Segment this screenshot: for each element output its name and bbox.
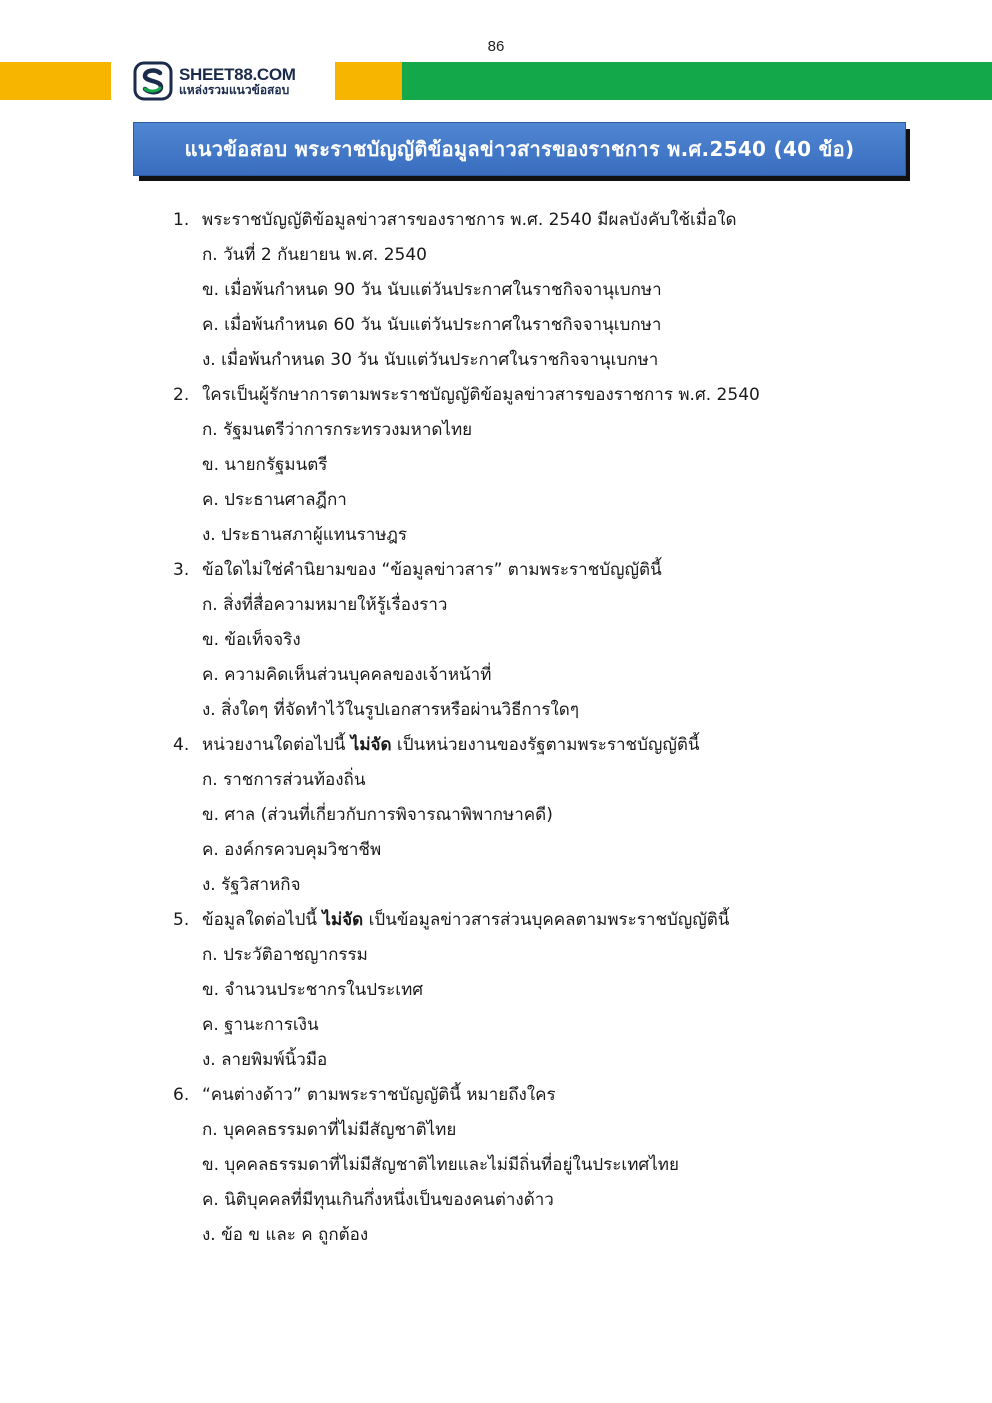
sheet88-logo-icon (133, 61, 173, 101)
question-stem (0, 903, 992, 938)
question-2 (0, 378, 992, 553)
answer-choice: ง. ข้อ ข และ ค ถูกต้อง (202, 1225, 369, 1245)
answer-choice: ง. เมื่อพ้นกำหนด 30 วัน นับแต่วันประกาศในราชกิจจานุเบกษา (202, 350, 659, 370)
question-emphasis: ไม่จัด (350, 735, 392, 755)
answer-choice: ข. ข้อเท็จจริง (202, 630, 301, 650)
question-text (202, 910, 729, 930)
answer-choice: ง. รัฐวิสาหกิจ (202, 875, 301, 895)
question-number: 4. (173, 735, 190, 755)
answer-choice: ง. ประธานสภาผู้แทนราษฎร (202, 525, 408, 545)
question-number: 1. (173, 210, 190, 230)
answer-choice: ง. สิ่งใดๆ ที่จัดทำไว้ในรูปเอกสารหรือผ่านวิธีการใดๆ (202, 700, 579, 720)
question-4 (0, 728, 992, 903)
answer-choice: ข. จำนวนประชากรในประเทศ (202, 980, 424, 1000)
question-text-part: เป็นหน่วยงานของรัฐตามพระราชบัญญัตินี้ (391, 735, 700, 755)
question-text-part: ข้อมูลใดต่อไปนี้ (202, 910, 323, 930)
brand-logo (133, 60, 333, 102)
answer-choice: ค. องค์กรควบคุมวิชาชีพ (202, 840, 382, 860)
answer-choice: ก. วันที่ 2 กันยายน พ.ศ. 2540 (202, 245, 427, 265)
answer-choice: ก. ประวัติอาชญากรรม (202, 945, 368, 965)
answer-choice: ค. นิติบุคคลที่มีทุนเกินกึ่งหนึ่งเป็นของคนต่างด้าว (202, 1190, 554, 1210)
question-1 (0, 203, 992, 378)
question-list (0, 203, 992, 1253)
question-number: 5. (173, 910, 190, 930)
question-text: ข้อใดไม่ใช่คำนิยามของ “ข้อมูลข่าวสาร” ตามพระราชบัญญัตินี้ (202, 560, 662, 580)
question-text-part: เป็นข้อมูลข่าวสารส่วนบุคคลตามพระราชบัญญัตินี้ (363, 910, 730, 930)
question-3 (0, 553, 992, 728)
question-stem (0, 1078, 992, 1113)
answer-choice: ก. บุคคลธรรมดาที่ไม่มีสัญชาติไทย (202, 1120, 457, 1140)
question-number: 3. (173, 560, 190, 580)
answer-choice: ง. ลายพิมพ์นิ้วมือ (202, 1050, 328, 1070)
page-number: 86 (487, 38, 505, 55)
brand-name: SHEET88.COM (179, 64, 296, 84)
answer-choice: ก. ราชการส่วนท้องถิ่น (202, 770, 366, 790)
question-stem (0, 203, 992, 238)
answer-choice: ค. ความคิดเห็นส่วนบุคคลของเจ้าหน้าที่ (202, 665, 492, 685)
question-number: 2. (173, 385, 190, 405)
question-5 (0, 903, 992, 1078)
answer-choice: ค. ฐานะการเงิน (202, 1015, 319, 1035)
question-stem (0, 553, 992, 588)
page-title: แนวข้อสอบ พระราชบัญญัติข้อมูลข่าวสารของราชการ พ.ศ.2540 (40 ข้อ) (133, 122, 906, 176)
brand-tagline: แหล่งรวมแนวข้อสอบ (179, 82, 290, 97)
question-emphasis: ไม่จัด (322, 910, 364, 930)
answer-choice: ข. ศาล (ส่วนที่เกี่ยวกับการพิจารณาพิพากษาคดี) (202, 805, 553, 825)
answer-choice: ข. บุคคลธรรมดาที่ไม่มีสัญชาติไทยและไม่มีถิ่นที่อยู่ในประเทศไทย (202, 1155, 679, 1175)
header-band-yellow-right (335, 62, 402, 100)
question-text-part: หน่วยงานใดต่อไปนี้ (202, 735, 351, 755)
answer-choice: ข. เมื่อพ้นกำหนด 90 วัน นับแต่วันประกาศในราชกิจจานุเบกษา (202, 280, 662, 300)
answer-choice: ค. เมื่อพ้นกำหนด 60 วัน นับแต่วันประกาศในราชกิจจานุเบกษา (202, 315, 662, 335)
header-band-green (402, 62, 992, 100)
answer-choice: ข. นายกรัฐมนตรี (202, 455, 328, 475)
answer-choice: ก. รัฐมนตรีว่าการกระทรวงมหาดไทย (202, 420, 473, 440)
question-text: ใครเป็นผู้รักษาการตามพระราชบัญญัติข้อมูลข่าวสารของราชการ พ.ศ. 2540 (202, 385, 760, 405)
question-text: “คนต่างด้าว” ตามพระราชบัญญัตินี้ หมายถึงใคร (202, 1085, 556, 1105)
question-number: 6. (173, 1085, 190, 1105)
answer-choice: ค. ประธานศาลฎีกา (202, 490, 347, 510)
question-6 (0, 1078, 992, 1253)
question-text: พระราชบัญญัติข้อมูลข่าวสารของราชการ พ.ศ. 2540 มีผลบังคับใช้เมื่อใด (202, 210, 737, 230)
question-stem (0, 378, 992, 413)
header-band-yellow-left (0, 62, 111, 100)
question-text (202, 735, 700, 755)
question-stem (0, 728, 992, 763)
answer-choice: ก. สิ่งที่สื่อความหมายให้รู้เรื่องราว (202, 595, 448, 615)
